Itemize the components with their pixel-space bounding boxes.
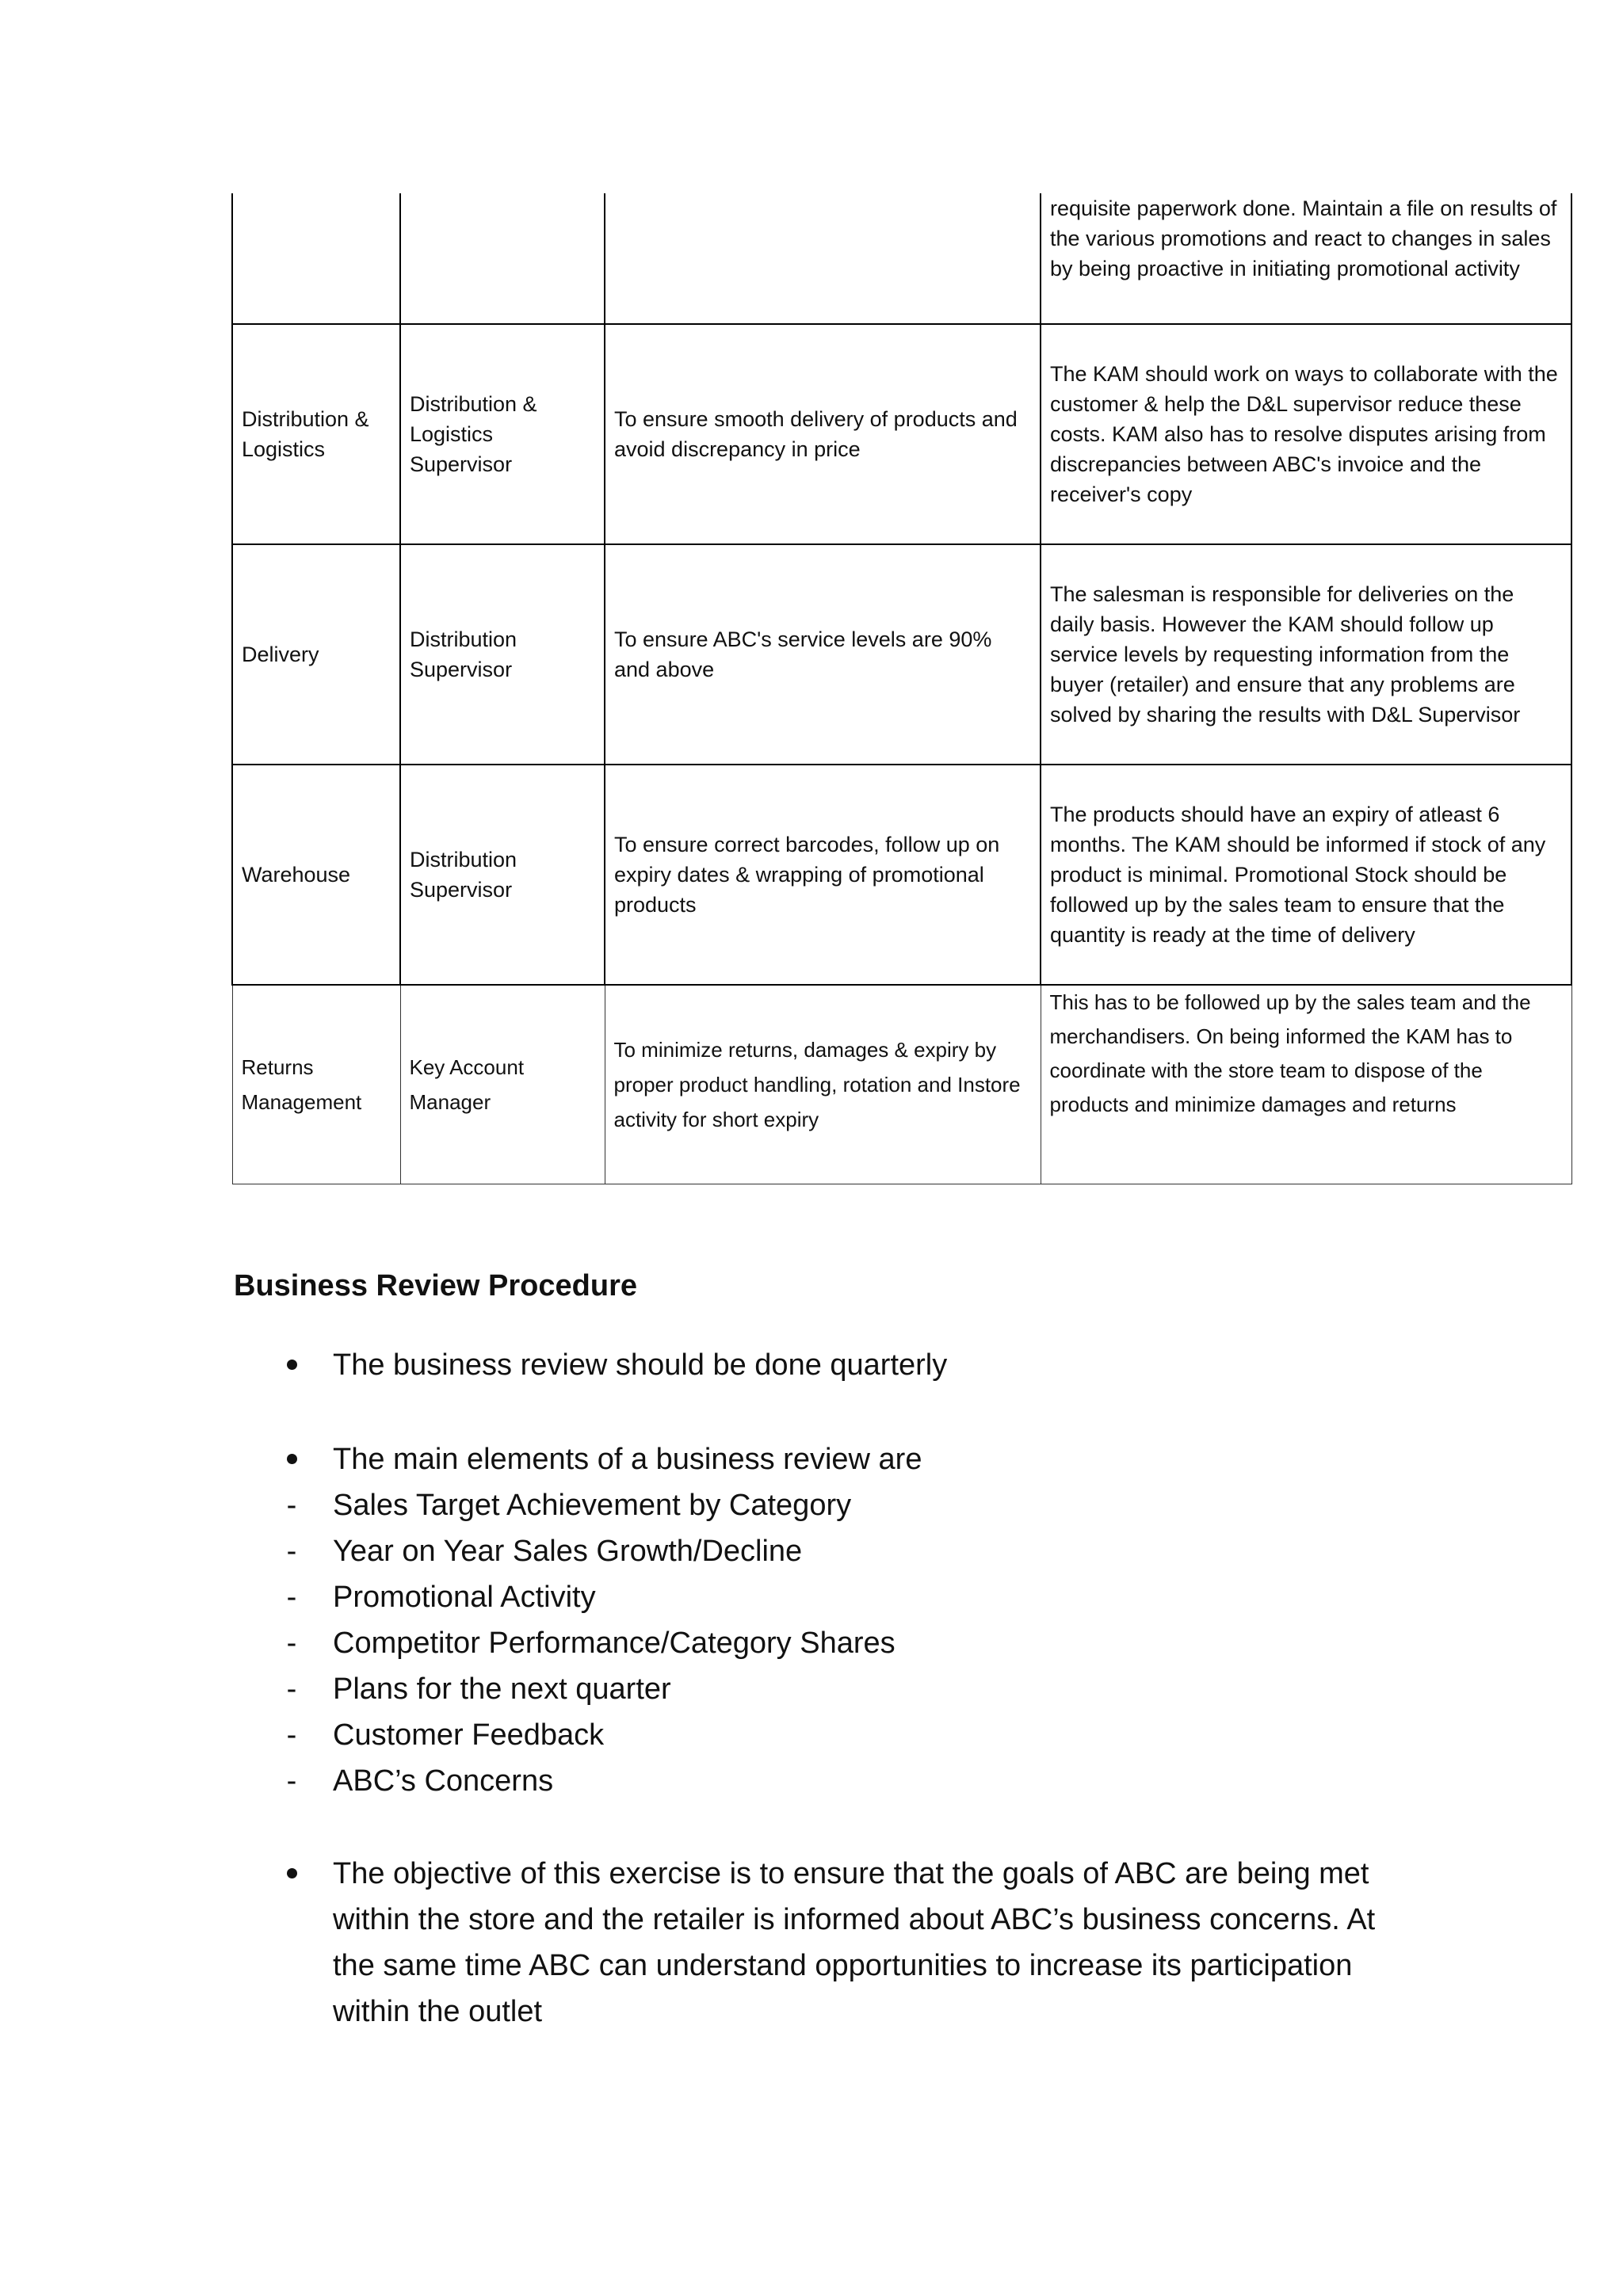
responsibility-table xyxy=(231,193,1572,1184)
bullet-text: the same time ABC can understand opportunities to increase its participation xyxy=(333,1949,1353,1982)
list-item: Customer Feedback xyxy=(333,1718,605,1752)
owner-cell xyxy=(400,193,605,324)
list-item: Competitor Performance/Category Shares xyxy=(333,1627,896,1660)
notes-cell: The products should have an expiry of atleast 6 months. The KAM should be informed if stock of any product is minimal. Promotional Stock should be followed up by the sales team to ensure that the quantity is ready at the time of delivery xyxy=(1041,765,1571,985)
area-cell xyxy=(232,193,400,324)
list-item: Sales Target Achievement by Category xyxy=(333,1489,852,1522)
dash-marker: - xyxy=(286,1764,297,1798)
notes-cell: requisite paperwork done. Maintain a file on results of the various promotions and react to changes in sales by being proactive in initiating promotional activity xyxy=(1041,193,1571,324)
table-row xyxy=(232,544,1571,765)
area-cell: Distribution & Logistics xyxy=(232,324,400,544)
owner-cell: Distribution Supervisor xyxy=(400,544,605,765)
area-cell: Returns Management xyxy=(232,985,400,1184)
bullet-icon xyxy=(287,1454,297,1464)
bullet-icon xyxy=(287,1868,297,1878)
list-item: Plans for the next quarter xyxy=(333,1672,671,1706)
dash-marker: - xyxy=(286,1489,297,1522)
dash-marker: - xyxy=(286,1672,297,1706)
bullet-text: The objective of this exercise is to ensure that the goals of ABC are being met xyxy=(333,1857,1369,1890)
objective-cell xyxy=(605,193,1041,324)
list-item: Year on Year Sales Growth/Decline xyxy=(333,1535,803,1568)
list-item: ABC’s Concerns xyxy=(333,1764,554,1798)
list-item: Promotional Activity xyxy=(333,1581,596,1614)
notes-cell: The salesman is responsible for deliveries on the daily basis. However the KAM should follow up service levels by requesting information from the buyer (retailer) and ensure that any problems are solved by sharing the results with D&L Supervisor xyxy=(1041,544,1571,765)
objective-cell: To ensure correct barcodes, follow up on expiry dates & wrapping of promotional products xyxy=(605,765,1041,985)
owner-cell: Distribution & Logistics Supervisor xyxy=(400,324,605,544)
bullet-text: The main elements of a business review are xyxy=(333,1443,922,1476)
owner-cell: Key Account Manager xyxy=(400,985,605,1184)
bullet-icon xyxy=(287,1360,297,1370)
area-cell: Warehouse xyxy=(232,765,400,985)
notes-cell: The KAM should work on ways to collaborate with the customer & help the D&L supervisor reduce these costs. KAM also has to resolve disputes arising from discrepancies between ABC's invoice and the receiver's copy xyxy=(1041,324,1571,544)
bullet-text: within the outlet xyxy=(333,1995,543,2028)
dash-marker: - xyxy=(286,1627,297,1660)
area-cell: Delivery xyxy=(232,544,400,765)
bullet-text: The business review should be done quarterly xyxy=(333,1348,948,1382)
table-row xyxy=(232,193,1571,324)
dash-marker: - xyxy=(286,1535,297,1568)
objective-cell: To ensure ABC's service levels are 90% and above xyxy=(605,544,1041,765)
objective-cell: To ensure smooth delivery of products and avoid discrepancy in price xyxy=(605,324,1041,544)
bullet-text: within the store and the retailer is informed about ABC’s business concerns. At xyxy=(333,1903,1376,1936)
dash-marker: - xyxy=(286,1581,297,1614)
dash-marker: - xyxy=(286,1718,297,1752)
owner-cell: Distribution Supervisor xyxy=(400,765,605,985)
table-row xyxy=(232,765,1571,985)
objective-cell: To minimize returns, damages & expiry by proper product handling, rotation and Instore activity for short expiry xyxy=(605,985,1041,1184)
table-row xyxy=(232,985,1571,1184)
table-row xyxy=(232,324,1571,544)
section-heading: Business Review Procedure xyxy=(234,1269,637,1302)
notes-cell: This has to be followed up by the sales team and the merchandisers. On being informed the KAM has to coordinate with the store team to dispose of the products and minimize damages and returns xyxy=(1041,985,1571,1184)
